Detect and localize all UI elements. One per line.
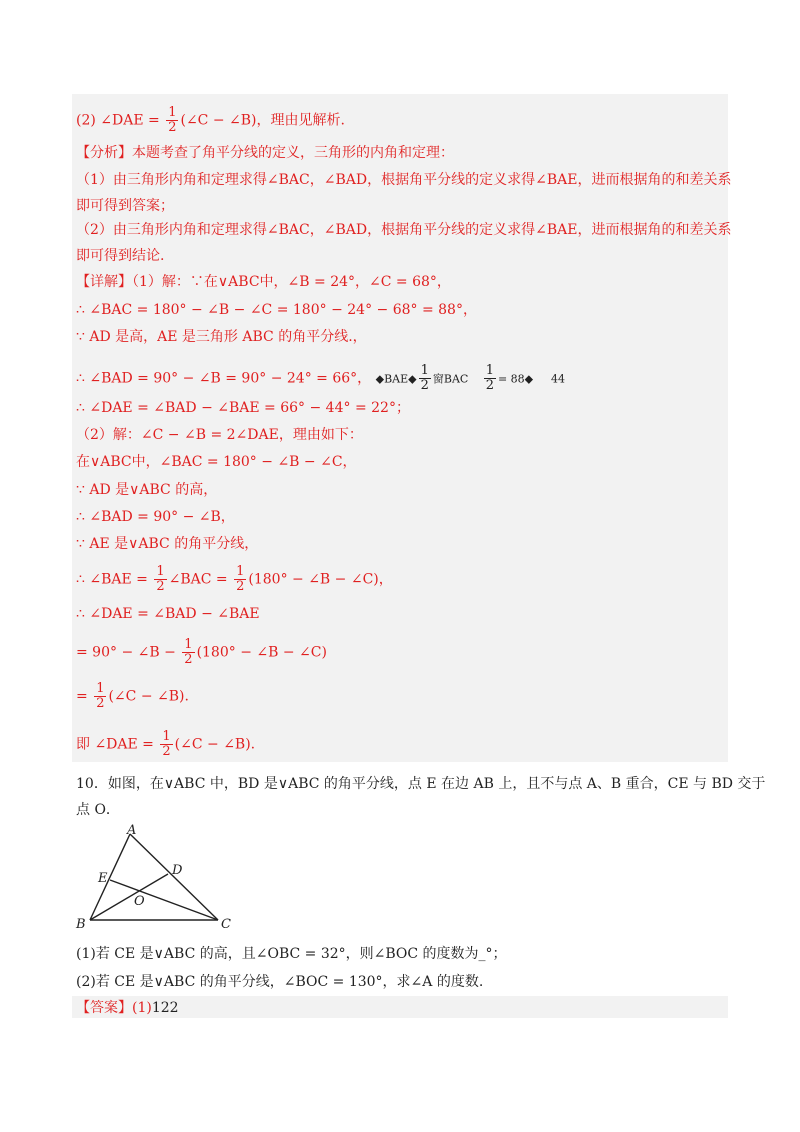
detail-line-12: ∴ ∠DAE = ∠BAD − ∠BAE bbox=[76, 606, 260, 622]
detail-line-14 bbox=[76, 682, 189, 711]
glitch-frac-2 bbox=[484, 364, 496, 393]
part2-answer-prefix: (2) ∠DAE = bbox=[76, 112, 165, 129]
frac-den: 2 bbox=[156, 579, 165, 594]
glitch-frac bbox=[419, 364, 431, 393]
frac-den: 2 bbox=[236, 579, 245, 594]
detail-l11a: ∴ ∠BAE = bbox=[76, 571, 153, 588]
analysis-title-line bbox=[76, 143, 454, 163]
frac-den: 2 bbox=[168, 120, 177, 135]
detail-l1b: ∨ABC中，∠B = 24°，∠C = 68°， bbox=[217, 274, 451, 290]
detail-line-6: （2）解：∠C − ∠B = 2∠DAE，理由如下： bbox=[76, 427, 363, 443]
detail-line-5: ∴ ∠DAE = ∠BAD − ∠BAE = 66° − 44° = 22°； bbox=[76, 400, 410, 416]
detail-line-15 bbox=[76, 730, 255, 759]
detail-line-10: ∵ AE 是∨ABC 的角平分线， bbox=[76, 536, 259, 552]
detail-l15a: 即 ∠DAE = bbox=[76, 736, 159, 753]
segment-ce bbox=[110, 880, 218, 920]
detail-line-2: ∴ ∠BAC = 180° − ∠B − ∠C = 180° − 24° − 68° = 88°， bbox=[76, 302, 477, 318]
detail-line-11 bbox=[76, 565, 393, 594]
frac bbox=[182, 638, 194, 667]
detail-l13a: = 90° − ∠B − bbox=[76, 644, 181, 661]
glitch-b: 1 bbox=[420, 363, 429, 378]
answer-line bbox=[76, 998, 179, 1018]
glitch-a: ◆BAE◆ bbox=[375, 372, 417, 386]
glitch-c2: 2 bbox=[485, 378, 494, 393]
glitch-e: = 88◆ bbox=[497, 372, 534, 386]
detail-l11c: (180° − ∠B − ∠C)， bbox=[248, 571, 393, 588]
analysis-title: 【分析】 bbox=[76, 145, 132, 161]
detail-l4: ∴ ∠BAD = 90° − ∠B = 90° − 24° = 66°， bbox=[76, 370, 372, 387]
frac-num: 1 bbox=[156, 564, 165, 579]
frac-num: 1 bbox=[168, 105, 177, 120]
detail-l1: （1）解：∵在 bbox=[132, 274, 218, 290]
answer-value: 122 bbox=[151, 1000, 179, 1016]
frac bbox=[154, 565, 166, 594]
label-e: E bbox=[98, 871, 108, 886]
part2-answer-line bbox=[76, 106, 345, 135]
label-c: C bbox=[221, 917, 231, 932]
glitch-d: 窗BAC bbox=[432, 372, 469, 386]
frac-den: 2 bbox=[96, 696, 105, 711]
frac-num: 1 bbox=[184, 637, 193, 652]
label-d: D bbox=[172, 863, 183, 878]
frac-num: 1 bbox=[162, 729, 171, 744]
label-b: B bbox=[76, 917, 86, 932]
answer-label: 【答案】(1) bbox=[76, 1000, 152, 1016]
detail-line-1 bbox=[76, 272, 451, 292]
detail-title: 【详解】 bbox=[76, 274, 132, 290]
analysis-p2b: 即可得到结论. bbox=[76, 248, 165, 264]
frac-den: 2 bbox=[184, 652, 193, 667]
frac-num: 1 bbox=[96, 681, 105, 696]
detail-line-8: ∵ AD 是∨ABC 的高， bbox=[76, 482, 218, 498]
glitch-c: 2 bbox=[420, 378, 429, 393]
detail-l14a: = bbox=[76, 688, 93, 705]
question-part-2: (2)若 CE 是∨ABC 的角平分线，∠BOC = 130°，求∠A 的度数. bbox=[76, 974, 484, 990]
frac bbox=[94, 682, 106, 711]
question-line-1: 10．如图，在∨ABC 中，BD 是∨ABC 的角平分线，点 E 在边 AB 上，且不与点 A、B 重合，CE 与 BD 交于 bbox=[76, 776, 766, 792]
glitch-b2: 1 bbox=[485, 363, 494, 378]
question-line-2: 点 O． bbox=[76, 802, 120, 818]
frac-den: 2 bbox=[162, 744, 171, 759]
detail-l15b: (∠C − ∠B). bbox=[174, 736, 256, 753]
frac bbox=[160, 730, 172, 759]
detail-line-3: ∵ AD 是高，AE 是三角形 ABC 的角平分线.， bbox=[76, 329, 367, 345]
part2-answer-expr: (∠C − ∠B) bbox=[180, 112, 257, 129]
frac-num: 1 bbox=[236, 564, 245, 579]
analysis-p2a: （2）由三角形内角和定理求得∠BAC，∠BAD，根据角平分线的定义求得∠BAE，进而根据角的和差关系 bbox=[76, 222, 732, 238]
triangle-figure bbox=[72, 822, 242, 934]
frac bbox=[234, 565, 246, 594]
detail-l13b: (180° − ∠B − ∠C) bbox=[196, 644, 327, 661]
detail-line-13 bbox=[76, 638, 327, 667]
question-part-1: (1)若 CE 是∨ABC 的高，且∠OBC = 32°，则∠BOC 的度数为_°； bbox=[76, 946, 507, 962]
detail-l14b: (∠C − ∠B). bbox=[108, 688, 189, 705]
label-o: O bbox=[134, 894, 145, 909]
part2-answer-note: ，理由见解析. bbox=[256, 112, 345, 129]
analysis-p1b: 即可得到答案； bbox=[76, 198, 174, 214]
detail-line-7: 在∨ABC中，∠BAC = 180° − ∠B − ∠C， bbox=[76, 454, 357, 470]
glitch-f: 44 bbox=[550, 372, 565, 386]
detail-l11b: ∠BAC = bbox=[168, 571, 233, 588]
analysis-p1a: （1）由三角形内角和定理求得∠BAC，∠BAD，根据角平分线的定义求得∠BAE，进而根据角的和差关系 bbox=[76, 172, 732, 188]
fraction bbox=[166, 106, 178, 135]
analysis-text: 本题考查了角平分线的定义，三角形的内角和定理： bbox=[132, 145, 454, 161]
detail-line-4 bbox=[76, 364, 565, 393]
edge-ab bbox=[90, 834, 130, 920]
detail-line-9: ∴ ∠BAD = 90° − ∠B， bbox=[76, 509, 235, 525]
label-a: A bbox=[127, 823, 137, 838]
